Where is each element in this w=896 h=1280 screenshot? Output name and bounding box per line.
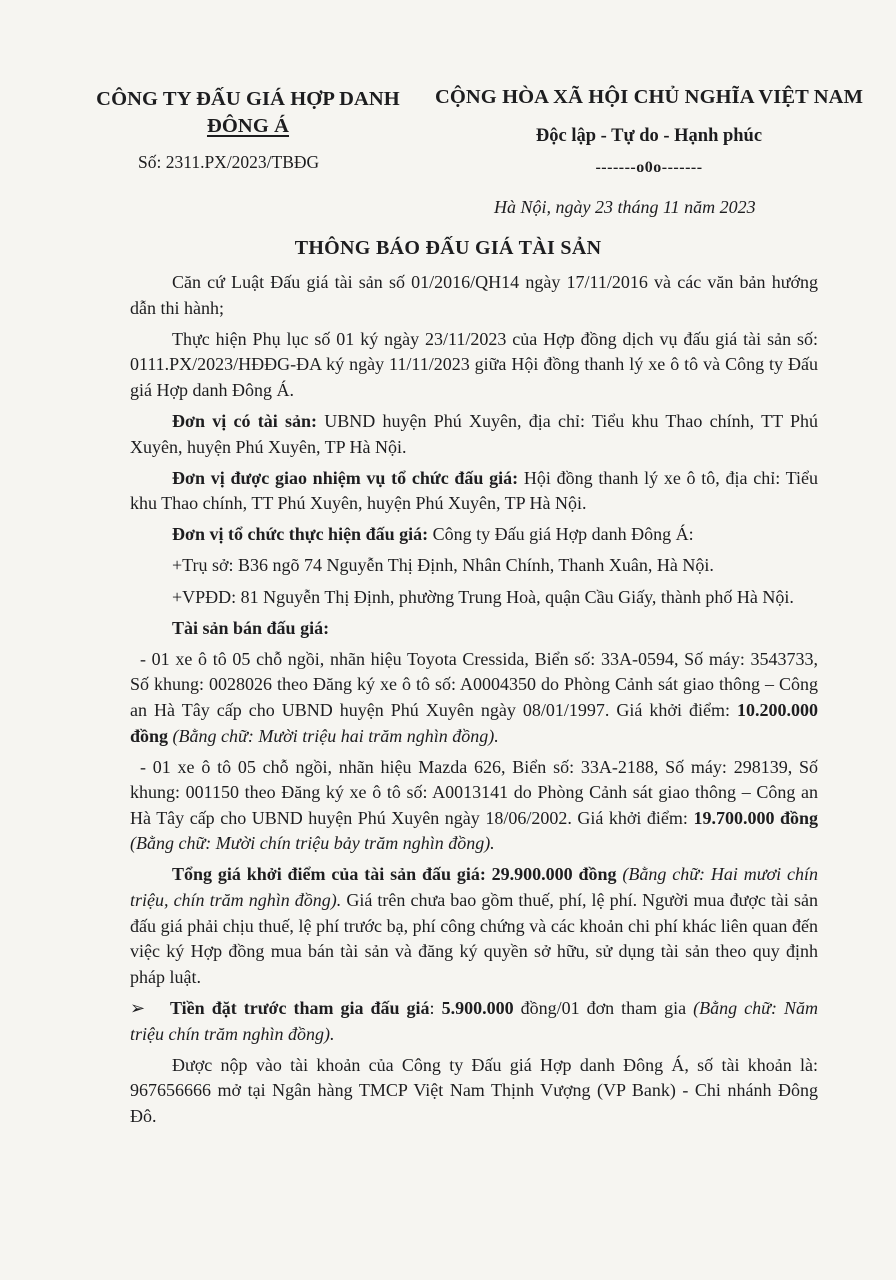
organizer-label: Đơn vị tổ chức thực hiện đấu giá: [172,524,429,545]
representative-office-line: +VPĐD: 81 Nguyễn Thị Định, phường Trung Hoà, quận Cầu Giấy, thành phố Hà Nội. [172,586,794,607]
assets-heading [130,616,818,642]
deposit-paragraph [130,996,818,1047]
national-header [418,84,880,177]
header-decoration: -------o0o------- [595,159,703,176]
total-price-words: (Bằng chữ: Hai mươi chín triệu, chín trăm nghìn đồng). [130,864,818,911]
total-price-text: Giá trên chưa bao gồm thuế, phí, lệ phí. Người mua được tài sản đấu giá phải chịu thuế, lệ phí trước bạ, phí công chứng và các khoản chi phí khác liên quan đến việc ký Hợp đồng mua bán tài sản và đăng ký quyền sở hữu, sử dụng tài sản theo quy định pháp luật. [130,890,818,987]
national-title: CỘNG HÒA XÃ HỘI CHỦ NGHĨA VIỆT NAM [434,86,864,108]
deposit-colon: : [429,997,442,1018]
asset-item-1-text: - 01 xe ô tô 05 chỗ ngồi, nhãn hiệu Toyota Cressida, Biển số: 33A-0594, Số máy: 3543733, Số khung: 0028026 theo Đăng ký xe ô tô số: A0004350 do Phòng Cảnh sát giao thông – Công an Hà Tây cấp cho UBND huyện Phú Xuyên ngày 08/01/1997. Giá khởi điểm: [130,648,818,720]
asset-item-1-words: (Bằng chữ: Mười triệu hai trăm nghìn đồng). [168,725,499,746]
asset-owner-label: Đơn vị có tài sản: [172,410,317,431]
asset-owner-paragraph [130,409,818,460]
deposit-text: đồng/01 đơn tham gia [513,997,687,1018]
national-motto: Độc lập - Tự do - Hạnh phúc [535,126,763,146]
company-name-line2: ĐÔNG Á [206,115,290,137]
assets-label: Tài sản bán đấu giá: [172,617,330,638]
asset-item-2-price: 19.700.000 đồng [693,807,818,828]
arrow-bullet-icon: ➢ [130,997,146,1018]
deposit-words: (Bằng chữ: Năm triệu chín trăm nghìn đồng). [130,997,818,1044]
document-title: THÔNG BÁO ĐẤU GIÁ TÀI SẢN [294,237,602,259]
company-header [88,86,408,140]
document-body [130,270,818,1135]
assigned-unit-text: Hội đồng thanh lý xe ô tô, địa chỉ: Tiểu khu Thao chính, TT Phú Xuyên, huyện Phú Xuyên, TP Hà Nội. [130,467,818,514]
asset-item-2 [130,755,818,857]
document-number: Số: 2311.PX/2023/TBĐG [138,152,320,172]
deposit-amount: 5.900.000 [441,997,514,1018]
place-and-date: Hà Nội, ngày 23 tháng 11 năm 2023 [494,197,756,217]
total-price-label: Tổng giá khởi điểm của tài sản đấu giá: 29.900.000 đồng [172,864,617,885]
asset-item-2-text: - 01 xe ô tô 05 chỗ ngồi, nhãn hiệu Mazda 626, Biển số: 33A-2188, Số máy: 298139, Số khung: 001150 theo Đăng ký xe ô tô số: A0013141 do Phòng Cảnh sát giao thông – Công an Hà Tây cấp cho UBND huyện Phú Xuyên ngày 18/06/2002. Giá khởi điểm: [130,756,818,828]
assigned-unit-paragraph [130,466,818,517]
bank-account-paragraph: Được nộp vào tài khoản của Công ty Đấu giá Hợp danh Đông Á, số tài khoản là: 967656666 mở tại Ngân hàng TMCP Việt Nam Thịnh Vượng (VP Bank) - Chi nhánh Đông Đô. [130,1054,818,1126]
legal-basis-paragraph: Căn cứ Luật Đấu giá tài sản số 01/2016/QH14 ngày 17/11/2016 và các văn bản hướng dẫn thi hành; [130,272,818,318]
total-price-paragraph [130,862,818,990]
asset-item-1-price: 10.200.000 đồng [130,699,818,746]
organizer-paragraph [130,522,818,548]
contract-paragraph: Thực hiện Phụ lục số 01 ký ngày 23/11/2023 của Hợp đồng dịch vụ đấu giá tài sản số: 0111.PX/2023/HĐĐG-ĐA ký ngày 11/11/2023 giữa Hội đồng thanh lý xe ô tô và Công ty Đấu giá Hợp danh Đông Á. [130,328,818,400]
asset-item-1 [130,647,818,749]
deposit-label: Tiền đặt trước tham gia đấu giá [170,997,430,1018]
organizer-text: Công ty Đấu giá Hợp danh Đông Á: [428,524,694,545]
asset-owner-text: UBND huyện Phú Xuyên, địa chỉ: Tiểu khu Thao chính, TT Phú Xuyên, huyện Phú Xuyên, TP Hà Nội. [130,410,818,457]
asset-item-2-words: (Bằng chữ: Mười chín triệu bảy trăm nghìn đồng). [130,833,495,854]
headquarters-line: +Trụ sở: B36 ngõ 74 Nguyễn Thị Định, Nhân Chính, Thanh Xuân, Hà Nội. [172,555,714,576]
company-name-line1: CÔNG TY ĐẤU GIÁ HỢP DANH [96,88,400,110]
assigned-unit-label: Đơn vị được giao nhiệm vụ tổ chức đấu giá: [172,467,519,488]
